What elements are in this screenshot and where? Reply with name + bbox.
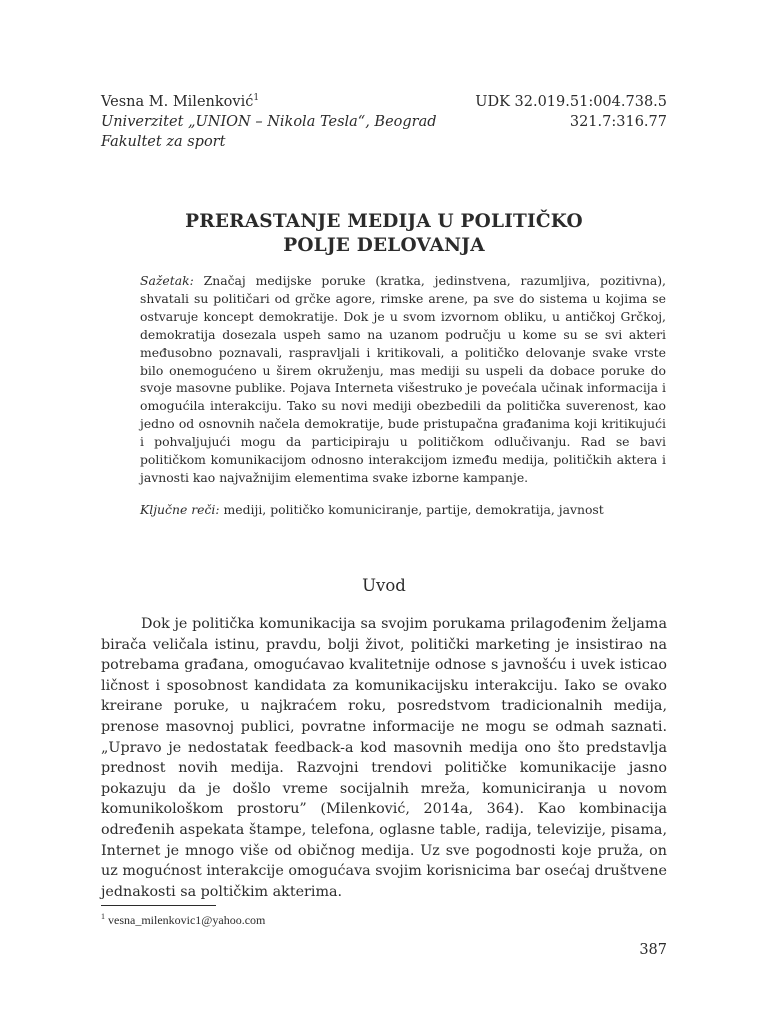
udk-classification xyxy=(475,92,667,132)
title-line-1: PRERASTANJE MEDIJA U POLITIČKO xyxy=(185,211,583,232)
abstract-label: Sažetak: xyxy=(140,273,194,288)
affiliation: Univerzitet „UNION – Nikola Tesla“, Beograd xyxy=(101,114,437,130)
keywords-label: Ključne reči: xyxy=(140,502,220,517)
footnote-divider xyxy=(101,905,216,906)
udk-line-2: 321.7:316.77 xyxy=(569,114,667,130)
abstract xyxy=(140,272,666,487)
author-block xyxy=(101,92,437,152)
footnote xyxy=(101,912,265,928)
author-footnote-marker: 1 xyxy=(253,93,260,104)
author-line xyxy=(101,92,437,112)
abstract-text: Značaj medijske poruke (kratka, jedinstvena, razumljiva, pozitivna), shvatali su političari od grčke agore, rimske arene, pa sve do sistema u kojima se ostvaruje koncept demokratije. Dok je u svom izvornom obliku, u antičkoj Grčkoj, demokratija dosezala uspeh samo na uzanom području u kome su se svi akteri međusobno poznavali, raspravljali i kritikovali, a političko delovanje svake vrste bilo onemogućeno u širem okruženju, mas mediji su uspeli da dobace poruke do svoje masovne publike. Pojava Interneta višestruko je povećala učinak informacija i omogućila interakciju. Tako su novi mediji obezbedili da politička suverenost, kao jedno od osnovnih načela demokratije, bude pristupačna građanima koji kritikujući i pohvaljujući mogu da participiraju u političkom odlučivanju. Rad se bavi političkom komunikacijom odnosno interakcijom između medija, političkih aktera i javnosti kao najvažnijim elementima svake izborne kampanje. xyxy=(140,273,666,485)
article-title xyxy=(101,210,667,258)
keywords xyxy=(140,501,666,519)
author-name: Vesna M. Milenković xyxy=(101,94,254,110)
udk-line-1: UDK 32.019.51:004.738.5 xyxy=(475,94,667,110)
footnote-marker: 1 xyxy=(101,912,105,921)
footnote-email: vesna_milenkovic1@yahoo.com xyxy=(108,913,266,927)
section-heading: Uvod xyxy=(362,576,406,595)
body-paragraph: Dok je politička komunikacija sa svojim porukama prilagođenim željama birača veličala istinu, pravdu, bolji život, politički marketing je insistirao na potrebama građana, omogućavao kvalitetnije odnose s javnošću i uvek isticao ličnost i sposobnost kandidata za komunikacijsku interakciju. Iako se ovako kreirane poruke, u najkraćem roku, posredstvom tradicionalnih medija, prenose masovnoj publici, povratne informacije ne mogu se odmah saznati. „Upravo je nedostatak feedback-a kod masovnih medija ono što predstavlja prednost novih medija. Razvojni trendovi političke komunikacije jasno pokazuju da je došlo vreme socijalnih mreža, komuniciranja u novom komunikološkom prostoru” (Milenković, 2014a, 364). Kao kombinacija određenih aspekata štampe, telefona, oglasne table, radija, televizije, pisama, Internet je mnogo više od običnog medija. Uz sve pogodnosti koje pruža, on uz mogućnost interakcije omogućava svojim korisnicima bar osećaj društvene jednakosti sa poltičkim akterima. xyxy=(101,616,667,900)
page-number: 387 xyxy=(639,942,667,958)
keywords-text: mediji, političko komuniciranje, partije, demokratija, javnost xyxy=(223,502,604,517)
title-line-2: POLJE DELOVANJA xyxy=(283,235,485,256)
faculty: Fakultet za sport xyxy=(101,134,226,150)
